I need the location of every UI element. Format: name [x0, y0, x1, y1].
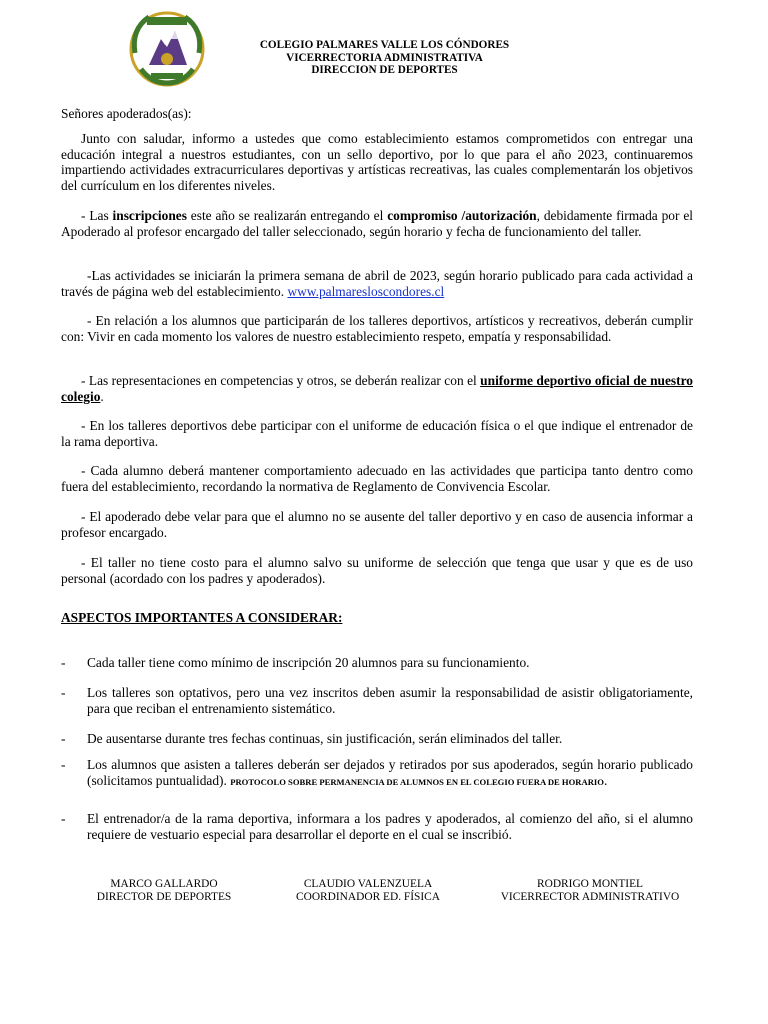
signer-role: VICERRECTOR ADMINISTRATIVO: [500, 891, 680, 903]
text-span: -Las actividades se iniciarán la primera semana de abril de 2023, según horario publicado para cada actividad a través de página web del establecimiento.: [61, 268, 693, 299]
website-link[interactable]: www.palmaresloscondores.cl: [287, 283, 445, 299]
text-span: , debidamente firmada por el Apoderado al profesor encargado del taller seleccionado, según horario y fecha de funcionamiento del taller.: [61, 208, 693, 239]
department-name: VICERRECTORIA ADMINISTRATIVA: [286, 51, 483, 64]
text-span: Los alumnos que asisten a talleres deberán ser dejados y retirados por sus apoderados, según horario publicado (solicitamos puntualidad).: [87, 757, 693, 788]
signature-coordinator: [268, 878, 468, 904]
pe-uniform-paragraph: - En los talleres deportivos debe participar con el uniforme de educación física o el que indique el entrenador de la rama deportiva.: [61, 418, 693, 449]
bullet-dash: -: [61, 757, 66, 772]
text-span: .: [603, 772, 608, 788]
inscripciones-bold: inscripciones: [112, 208, 187, 223]
letterhead: [212, 39, 557, 77]
registration-paragraph: [61, 208, 693, 239]
list-item: [61, 757, 693, 790]
signer-role: DIRECTOR DE DEPORTES: [96, 891, 232, 903]
list-item: [61, 731, 693, 747]
uniform-paragraph: [61, 373, 693, 404]
official-uniform-bold: uniforme deportivo oficial de nuestro colegio: [61, 373, 693, 404]
school-logo: [125, 9, 209, 88]
intro-paragraph: Junto con saludar, informo a ustedes que como establecimiento estamos comprometidos con entregar una educación integral a nuestros estudiantes, con un sello deportivo, por lo que para el año 2023, continuaremos impartiendo actividades extracurriculares deportivas y artísticas recreativas, las cuales complementarán los objetivos del currículum en los diferentes niveles.: [61, 131, 693, 193]
list-item-text: [87, 757, 693, 790]
aspects-heading: ASPECTOS IMPORTANTES A CONSIDERAR:: [61, 610, 343, 625]
signer-name: RODRIGO MONTIEL: [537, 878, 643, 890]
school-name: COLEGIO PALMARES VALLE LOS CÓNDORES: [259, 39, 510, 51]
cost-paragraph: - El taller no tiene costo para el alumno salvo su uniforme de selección que tenga que usar y que es de uso personal (acordado con los padres y apoderados).: [61, 555, 693, 586]
list-item-text: De ausentarse durante tres fechas continuas, sin justificación, serán eliminados del taller.: [87, 731, 563, 746]
behavior-paragraph: - Cada alumno deberá mantener comportamiento adecuado en las actividades que participa tanto dentro como fuera del establecimiento, recordando la normativa de Reglamento de Convivencia Escolar.: [61, 463, 693, 494]
start-date-paragraph: [61, 268, 693, 299]
bullet-dash: -: [61, 811, 66, 826]
division-name: DIRECCION DE DEPORTES: [311, 64, 458, 77]
text-span: - Las: [81, 208, 113, 223]
compromiso-bold: compromiso /autorización: [387, 208, 537, 223]
signer-role: COORDINADOR ED. FÍSICA: [296, 891, 440, 903]
signature-vicerrector: [490, 878, 690, 904]
list-item-text: Cada taller tiene como mínimo de inscripción 20 alumnos para su funcionamiento.: [87, 655, 530, 670]
list-item: [61, 685, 693, 716]
text-span: este año se realizarán entregando el: [186, 208, 388, 223]
values-paragraph: - En relación a los alumnos que participarán de los talleres deportivos, artísticos y recreativos, deberán cumplir con: Vivir en cada momento los valores de nuestro establecimiento respeto, empatía y responsabilidad.: [61, 313, 693, 344]
protocol-note: PROTOCOLO SOBRE PERMANENCIA DE ALUMNOS EN EL COLEGIO FUERA DE HORARIO: [230, 776, 604, 787]
bullet-dash: -: [61, 655, 66, 670]
list-item: [61, 655, 693, 671]
school-crest-icon: [125, 9, 209, 88]
signer-name: CLAUDIO VALENZUELA: [303, 878, 433, 890]
list-item-text: Los talleres son optativos, pero una vez inscritos deben asumir la responsabilidad de asistir obligatoriamente, para que reciban el entrenamiento sistemático.: [87, 685, 693, 716]
bullet-dash: -: [61, 685, 66, 700]
list-item-text: El entrenador/a de la rama deportiva, informara a los padres y apoderados, al comienzo del año, si el alumno requiere de vestuario especial para desarrollar el deporte en el cual se inscribió.: [87, 811, 693, 842]
signature-director: [64, 878, 264, 904]
text-span: - Las representaciones en competencias y otros, se deberán realizar con el: [81, 373, 481, 388]
absence-paragraph: - El apoderado debe velar para que el alumno no se ausente del taller deportivo y en caso de ausencia informar a profesor encargado.: [61, 509, 693, 540]
text-span: .: [100, 388, 104, 404]
signer-name: MARCO GALLARDO: [110, 878, 218, 890]
bullet-dash: -: [61, 731, 66, 746]
greeting: Señores apoderados(as):: [61, 106, 192, 121]
list-item: [61, 811, 693, 842]
